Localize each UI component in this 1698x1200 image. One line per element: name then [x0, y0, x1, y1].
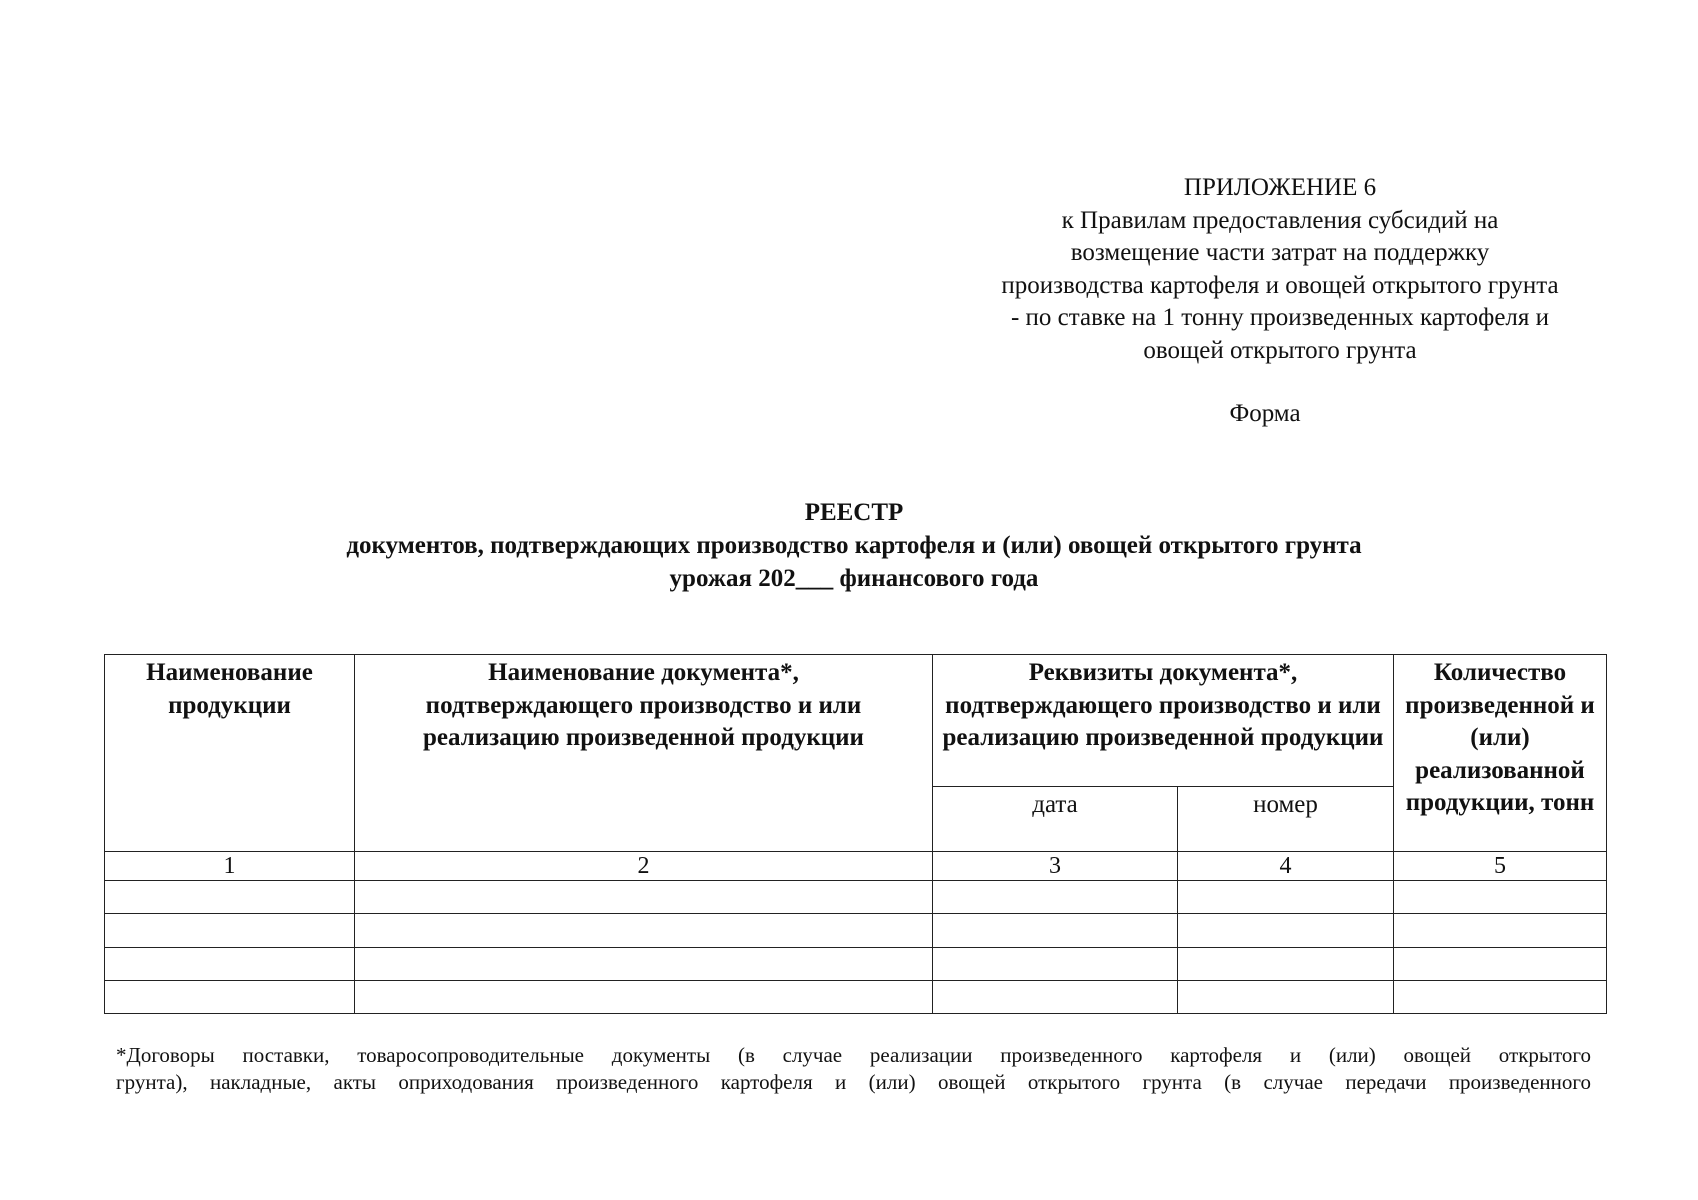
table-cell[interactable] [355, 947, 933, 980]
appendix-title: ПРИЛОЖЕНИЕ 6 [1183, 174, 1377, 201]
table-cell[interactable] [105, 980, 355, 1013]
table-row [105, 947, 1607, 980]
title-subject: документов, подтверждающих производство картофеля и (или) овощей открытого грунта [346, 532, 1362, 559]
table-cell[interactable] [105, 947, 355, 980]
title-heading: РЕЕСТР [804, 499, 904, 526]
table-cell[interactable] [1394, 881, 1607, 914]
column-number-row [105, 852, 1607, 881]
table-cell[interactable] [1394, 914, 1607, 947]
table-cell[interactable] [1394, 980, 1607, 1013]
column-number: 5 [1394, 852, 1607, 881]
column-number: 4 [1178, 852, 1394, 881]
header-document-details: Реквизиты документа*, подтверждающего производство и или реализацию произведенной продукции [933, 655, 1394, 787]
registry-table [104, 654, 1607, 1014]
table-cell[interactable] [933, 881, 1178, 914]
table-row [105, 881, 1607, 914]
column-number: 1 [105, 852, 355, 881]
title-year: урожая 202___ финансового года [669, 565, 1039, 592]
table-cell[interactable] [1178, 914, 1394, 947]
footnote [116, 1042, 1591, 1096]
table-cell[interactable] [1178, 980, 1394, 1013]
table-cell[interactable] [1394, 947, 1607, 980]
footnote-line: грунта), накладные, акты оприходования произведенного картофеля и (или) овощей открытого грунта (в случае передачи произведенного [116, 1070, 1591, 1094]
table-cell[interactable] [355, 914, 933, 947]
header-product-name: Наименование продукции [105, 655, 355, 852]
table-row [105, 980, 1607, 1013]
header-quantity: Количество произведенной и (или) реализованной продукции, тонн [1394, 655, 1607, 852]
table-cell[interactable] [105, 914, 355, 947]
footnote-line: *Договоры поставки, товаросопроводительные документы (в случае реализации произведенного картофеля и (или) овощей открытого [116, 1043, 1591, 1067]
table-cell[interactable] [355, 980, 933, 1013]
header-number: номер [1178, 786, 1394, 851]
table-cell[interactable] [105, 881, 355, 914]
document-title [104, 496, 1604, 595]
appendix-line: возмещение части затрат на поддержку [1070, 239, 1490, 266]
appendix-block [930, 172, 1630, 367]
column-number: 3 [933, 852, 1178, 881]
appendix-line: овощей открытого грунта [1143, 336, 1417, 364]
table-cell[interactable] [933, 914, 1178, 947]
header-document-name: Наименование документа*, подтверждающего производство и или реализацию произведенной продукции [355, 655, 933, 852]
appendix-line: производства картофеля и овощей открытого грунта [1001, 271, 1559, 299]
table-cell[interactable] [1178, 881, 1394, 914]
appendix-line: - по ставке на 1 тонну произведенных картофеля и [1010, 304, 1550, 331]
appendix-line: к Правилам предоставления субсидий на [1061, 206, 1499, 234]
table-cell[interactable] [933, 980, 1178, 1013]
header-date: дата [933, 786, 1178, 851]
table-cell[interactable] [933, 947, 1178, 980]
table-header-row [105, 655, 1607, 787]
table-cell[interactable] [355, 881, 933, 914]
column-number: 2 [355, 852, 933, 881]
table-row [105, 914, 1607, 947]
form-label: Форма [1229, 400, 1301, 427]
table-cell[interactable] [1178, 947, 1394, 980]
